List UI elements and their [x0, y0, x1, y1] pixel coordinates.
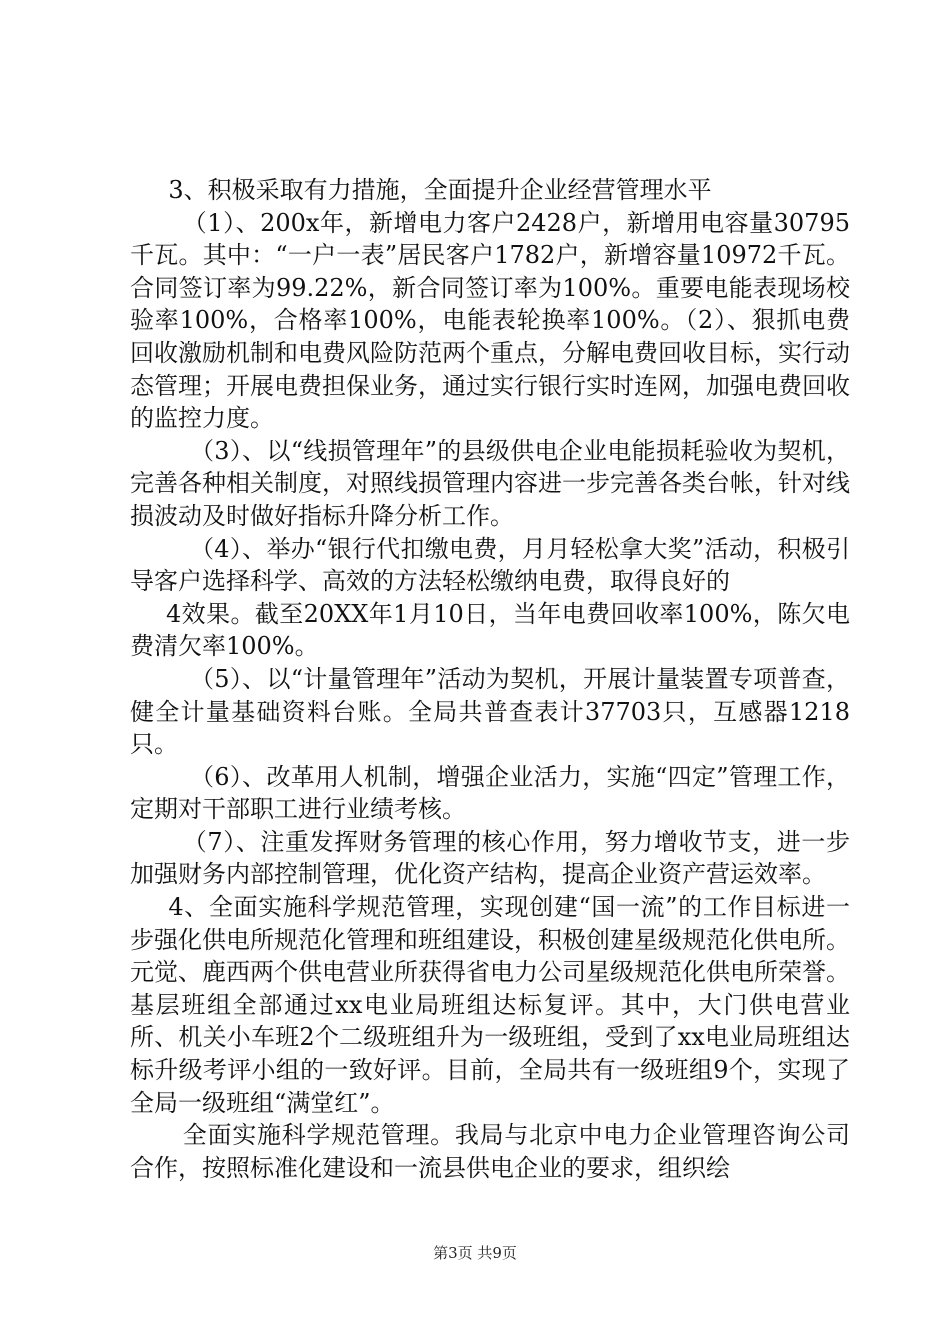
- paragraph-item-4-continued: 4效果。截至20XX年1月10日，当年电费回收率100%，陈欠电费清欠率100%。: [130, 599, 850, 661]
- paragraph-item-3: （3）、以“线损管理年”的县级供电企业电能损耗验收为契机，完善各种相关制度，对照线损管理内容进一步完善各类台帐，针对线损波动及时做好指标升降分析工作。: [130, 436, 850, 530]
- document-body: [130, 174, 850, 1184]
- paragraph-section-3-heading: 3、积极采取有力措施，全面提升企业经营管理水平: [168, 176, 712, 204]
- page-number-footer: 第3页 共9页: [433, 1244, 517, 1262]
- paragraph-item-4: （4）、举办“银行代扣缴电费，月月轻松拿大奖”活动，积极引导客户选择科学、高效的方法轻松缴纳电费，取得良好的: [130, 534, 850, 596]
- paragraph-item-6: （6）、改革用人机制，增强企业活力，实施“四定”管理工作，定期对干部职工进行业绩考核。: [130, 762, 850, 824]
- paragraph-item-5: （5）、以“计量管理年”活动为契机，开展计量装置专项普查，健全计量基础资料台账。全局共普查表计37703只，互感器1218只。: [130, 664, 850, 759]
- paragraph-item-1-and-2: （1）、200x年，新增电力客户2428户，新增用电容量30795千瓦。其中：“一户一表”居民客户1782户，新增容量10972千瓦。合同签订率为99.22%，新合同签订率为100%。重要电能表现场校验率100%，合格率100%，电能表轮换率100%。（2）、狠抓电费回收激励机制和电费风险防范两个重点，分解电费回收目标，实行动态管理；开展电费担保业务，通过实行银行实时连网，加强电费回收的监控力度。: [130, 208, 850, 433]
- paragraph-standard-management: 全面实施科学规范管理。我局与北京中电力企业管理咨询公司合作，按照标准化建设和一流县供电企业的要求，组织绘: [130, 1121, 850, 1182]
- paragraph-section-4: 4、全面实施科学规范管理，实现创建“国一流”的工作目标进一步强化供电所规范化管理和班组建设，积极创建星级规范化供电所。元觉、鹿西两个供电营业所获得省电力公司星级规范化供电所荣誉。基层班组全部通过xx电业局班组达标复评。其中，大门供电营业所、机关小车班2个二级班组升为一级班组，受到了xx电业局班组达标升级考评小组的一致好评。目前，全局共有一级班组9个，实现了全局一级班组“满堂红”。: [130, 893, 850, 1117]
- paragraph-item-7: （7）、注重发挥财务管理的核心作用，努力增收节支，进一步加强财务内部控制管理，优化资产结构，提高企业资产营运效率。: [130, 827, 850, 889]
